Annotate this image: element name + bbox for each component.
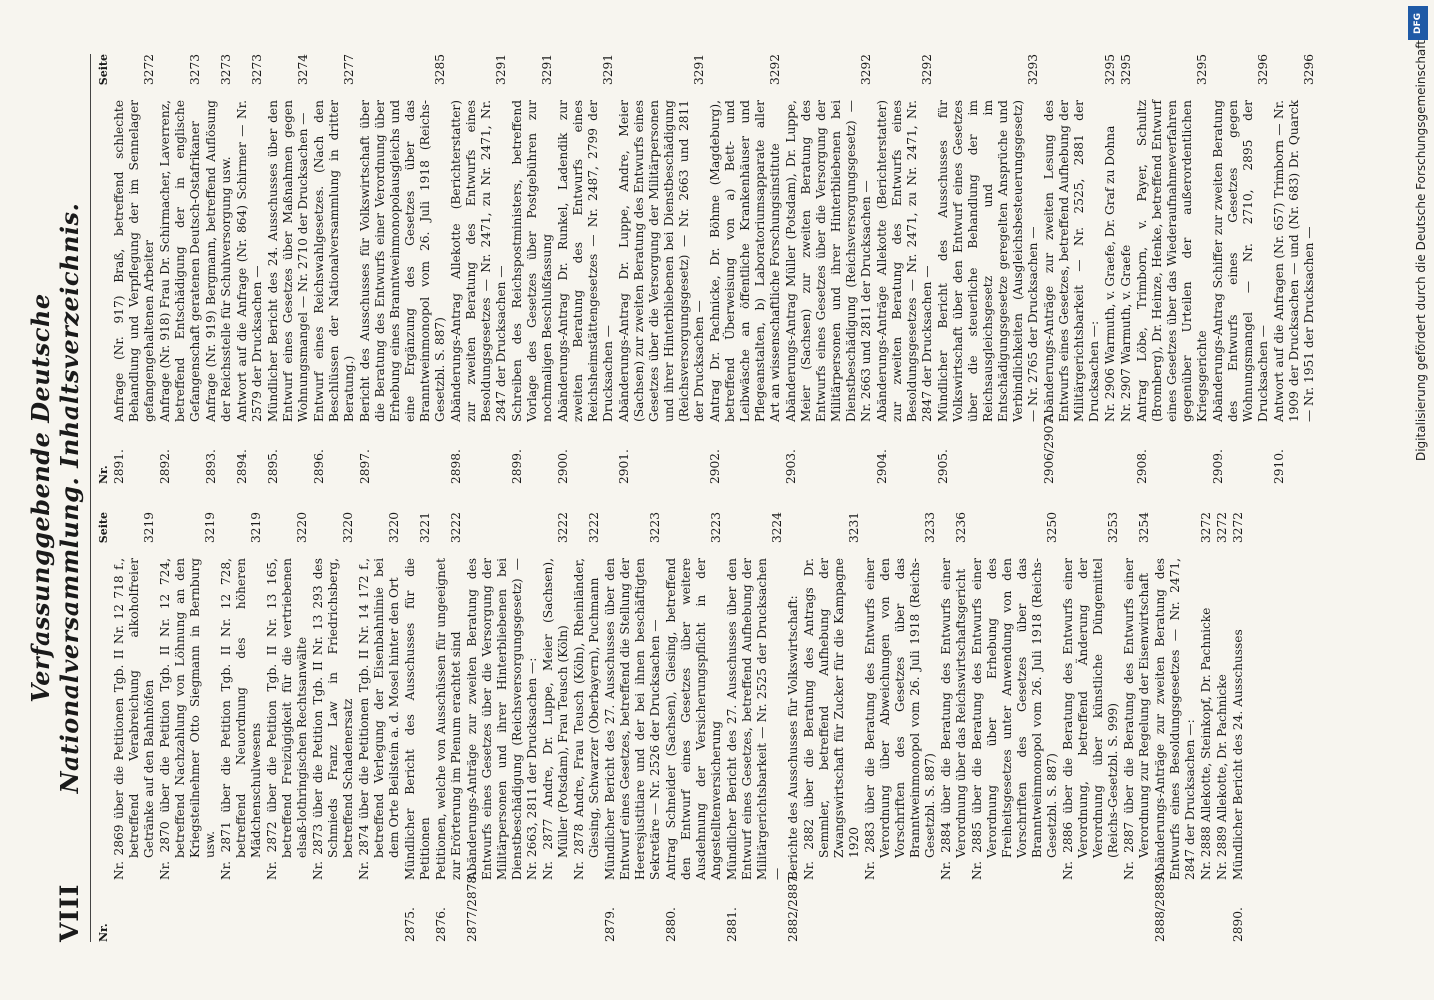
entry-page: 3273 — [188, 54, 202, 86]
entry-number: 2888/2889. — [1153, 871, 1167, 942]
entry-page: 3272 — [1215, 512, 1229, 544]
entry-text: Nr. 2907 Warmuth, v. Graefe — [1119, 244, 1133, 422]
entry-page: 3219 — [142, 512, 156, 544]
entry-text: Anfrage (Nr. 918) Frau Dr. Schirmacher, Laverrenz, betreffend Entschädigung der in englische Gefangenschaft geratenen Deutsch-Ostafrikaner — [158, 100, 202, 422]
entry-text: Petitionen, welche von Ausschüssen für ungeeignet zur Erörterung im Plenum erachtet sind — [434, 558, 463, 880]
entry-number: 2903. — [784, 449, 798, 484]
index-entry — [510, 54, 555, 484]
entry-number — [802, 880, 862, 942]
entry-number: 2879. — [603, 907, 617, 942]
entry-number: 2905. — [936, 449, 950, 484]
entry-number: 2895. — [266, 449, 280, 484]
entry-number: 2909. — [1211, 449, 1225, 484]
entry-text: Antwort auf die Anfrage (Nr. 864) Schirmer — Nr. 2579 der Drucksachen — — [235, 100, 264, 422]
index-entry — [265, 512, 310, 942]
nr-label: Nr. — [97, 923, 110, 942]
seite-label: Seite — [97, 512, 110, 544]
dfg-logo: DFG — [1408, 6, 1428, 40]
entry-text: Abänderungs-Antrag Allekotte (Berichterstatter) zur zweiten Beratung des Entwurfs eines Besoldungsgesetzes — Nr. 2471, zu Nr. 2471, Nr. 2847 der Drucksachen — — [449, 100, 508, 422]
entry-number — [357, 880, 402, 942]
entry-page: 3296 — [1302, 54, 1316, 86]
dfg-funding-label: Digitalisierung gefördert durch die Deutsche Forschungsgemeinschaft — [1414, 40, 1428, 462]
entry-text: Antwort auf die Anfragen (Nr. 657) Trimborn — Nr. 1909 der Drucksachen — und (Nr. 683) Dr. Quarck — Nr. 1951 der Drucksachen — — [1272, 100, 1316, 422]
entry-page: 3295 — [1119, 54, 1133, 86]
entry-number: 2910. — [1272, 449, 1286, 484]
entry-text: Mündlicher Bericht des Ausschusses für Volkswirtschaft über den Entwurf eines Gesetzes über die steuerliche Behandlung der im Reichsausgleichsgesetz und im Entschädigungsgesetze geregelten Ansprüche und Verbindlichkeiten (Ausgleichsbesteuerungsgesetz) — Nr. 2765 der Drucksachen — — [936, 100, 1040, 422]
entry-text: Nr. 2889 Allekotte, Dr. Pachnicke — [1215, 674, 1229, 880]
entry-number: 2901. — [617, 449, 631, 484]
index-entry — [1061, 512, 1121, 942]
entry-number: 2876. — [434, 907, 448, 942]
entry-page: 3219 — [203, 512, 217, 544]
entry-number — [1199, 880, 1214, 942]
index-entry — [1103, 54, 1118, 484]
index-entry — [1211, 54, 1271, 484]
entry-page: 3233 — [923, 512, 937, 544]
entry-page: 3273 — [219, 54, 233, 86]
entry-page: 3273 — [250, 54, 264, 86]
entry-number — [939, 880, 969, 942]
page-number: VIII — [55, 883, 84, 942]
entry-page: 3295 — [1103, 54, 1117, 86]
entry-text: Nr. 2888 Allekotte, Steinkopf, Dr. Pachnicke — [1199, 607, 1213, 880]
entry-page: 3220 — [387, 512, 401, 544]
entry-page: 3292 — [859, 54, 873, 86]
index-entry — [603, 512, 663, 942]
entry-page: 3223 — [709, 512, 723, 544]
entry-number: 2893. — [204, 449, 218, 484]
index-entry — [403, 512, 433, 942]
entry-page: 3254 — [1137, 512, 1151, 544]
entry-number — [311, 880, 356, 942]
entry-number: 2877/2878. — [465, 871, 479, 942]
nr-label: Nr. — [97, 465, 110, 484]
entry-number: 2906/2907. — [1042, 413, 1056, 484]
entry-text: Nr. 2877 Andre, Dr. Luppe, Meier (Sachsen), Müller (Potsdam), Frau Teusch (Köln) — [541, 558, 570, 880]
index-entry — [1215, 512, 1230, 942]
index-entry — [1135, 54, 1210, 484]
entry-text: Nr. 2884 über die Beratung des Entwurfs einer Verordnung über das Reichswirtschaftsgericht — [939, 558, 968, 880]
entry-page: 3274 — [296, 54, 310, 86]
entry-text: Nr. 2883 über die Beratung des Entwurfs einer Verordnung über Abweichungen von den Vorschriften des Gesetzes über das Branntweinmonopol vom 26. Juli 1918 (Reichs-Gesetzbl. S. 887) — [863, 558, 937, 880]
entry-number — [265, 880, 310, 942]
entry-page: 3295 — [1195, 54, 1209, 86]
entry-page: 3277 — [342, 54, 356, 86]
entry-page: 3296 — [1256, 54, 1270, 86]
entry-page: 3292 — [920, 54, 934, 86]
entry-text: Nr. 2882 über die Beratung des Antrags Dr. Semmler, betreffend Aufhebung der Zwangswirtschaft für Zucker für die Kampagne 1920 — [802, 558, 861, 880]
entry-page: 3293 — [1026, 54, 1040, 86]
entry-text: Berichte des Ausschusses für Volkswirtschaft: — [786, 595, 800, 880]
entry-number — [1061, 880, 1121, 942]
entry-page: 3291 — [692, 54, 706, 86]
index-entry — [725, 512, 785, 942]
seite-label: Seite — [97, 54, 110, 86]
entry-number — [1119, 422, 1134, 484]
index-entry — [358, 54, 448, 484]
index-entry — [1119, 54, 1134, 484]
entry-text: Mündlicher Bericht des 24. Ausschusses — [1231, 629, 1245, 880]
entry-text: Antrag Löbe, Trimborn, v. Payer, Schultz (Bromberg), Dr. Heinze, Henke, betreffend Entwurf eines Gesetzes über das Wiederaufnahmeverfahren gegenüber Urteilen der außerordentlichen Kriegsgerichte — [1135, 100, 1209, 422]
dfg-sidebar — [1404, 0, 1432, 1000]
index-entry — [664, 512, 724, 942]
entry-text: Abänderungs-Anträge Allekotte (Berichterstatter) zur zweiten Beratung des Entwurfs eines Besoldungsgesetzes — Nr. 2471, zu Nr. 2471, Nr. 2847 der Drucksachen — — [875, 100, 934, 422]
entry-number: 2904. — [875, 449, 889, 484]
index-entry — [617, 54, 707, 484]
entry-text: Anfrage (Nr. 917) Braß, betreffend schlechte Behandlung und Verpflegung der im Sennelager gefangengehaltenen Arbeiter — [112, 100, 156, 422]
entry-text: Entwurf eines Reichswahlgesetzes. (Nach den Beschlüssen der Nationalversammlung in dritter Beratung.) — [312, 100, 356, 422]
entry-number — [219, 880, 264, 942]
entry-page: 3272 — [1199, 512, 1213, 544]
index-entry — [1122, 512, 1152, 942]
right-column-header — [91, 54, 112, 484]
index-entry — [784, 54, 874, 484]
entry-text: Nr. 2871 über die Petition Tgb. II Nr. 12 728, betreffend Neuordnung des höheren Mädchenschulwesens — [219, 558, 263, 880]
entry-number — [970, 880, 1060, 942]
entry-text: Mündlicher Bericht des Ausschusses für die Petitionen — [403, 558, 432, 880]
index-entry — [1199, 512, 1214, 942]
entry-number — [541, 880, 571, 942]
entry-number: 2880. — [664, 907, 678, 942]
index-entry — [158, 54, 203, 484]
index-entry — [158, 512, 218, 942]
entry-text: Abänderungs-Anträge zur zweiten Beratung des Entwurfs eines Gesetzes über die Versorgung der Militärpersonen und ihrer Hinterbliebenen bei Dienstbeschädigung (Reichsversorgungsgesetz) — Nr. 2663, 2811 der Drucksachen —: — [465, 558, 539, 880]
index-entry — [1231, 512, 1246, 942]
entry-page: 3231 — [847, 512, 861, 544]
entry-number: 2892. — [158, 449, 172, 484]
entry-number: 2898. — [449, 449, 463, 484]
entry-number: 2896. — [312, 449, 326, 484]
index-entry — [204, 54, 234, 484]
entry-page: 3222 — [449, 512, 463, 544]
entry-page: 3219 — [249, 512, 263, 544]
entry-page: 3220 — [341, 512, 355, 544]
entry-text: Abänderungs-Antrag Schiffer zur zweiten Beratung des Entwurfs eines Gesetzes gegen Wohnungsmangel — Nr. 2710, 2895 der Drucksachen — — [1211, 100, 1270, 422]
index-entry — [541, 512, 571, 942]
index-entry — [112, 54, 157, 484]
index-entry — [266, 54, 311, 484]
index-entry — [875, 54, 935, 484]
entry-text: Bericht des Ausschusses für Volkswirtschaft über die Beratung des Entwurfs einer Verordnung über Erhebung eines Branntweinmonopolausgleichs und eine Ergänzung des Gesetzes über das Branntweinmonopol vom 26. Juli 1918 (Reichs-Gesetzbl. S. 887) — [358, 100, 447, 422]
entry-text: Nr. 2906 Warmuth, v. Graefe, Dr. Graf zu Dohna — [1103, 125, 1117, 422]
index-entry — [863, 512, 938, 942]
entry-number: 2875. — [403, 907, 417, 942]
entry-number — [158, 880, 218, 942]
entry-page: 3272 — [142, 54, 156, 86]
index-entry — [556, 54, 616, 484]
entry-page: 3236 — [954, 512, 968, 544]
entry-page: 3272 — [1231, 512, 1245, 544]
entry-text: Abänderungs-Antrag Dr. Runkel, Ladendik zur zweiten Beratung des Entwurfs eines Reichsheimstättengesetzes — Nr. 2487, 2799 der Drucksachen — — [556, 100, 615, 422]
index-entry — [112, 512, 157, 942]
index-entry — [449, 54, 509, 484]
entry-number — [863, 880, 938, 942]
index-entry — [357, 512, 402, 942]
index-entry — [312, 54, 357, 484]
entry-page: 3291 — [540, 54, 554, 86]
entry-page: 3222 — [556, 512, 570, 544]
left-column-header — [91, 512, 112, 942]
index-entry — [1153, 512, 1198, 942]
index-entry — [936, 54, 1041, 484]
entry-text: Nr. 2873 über die Petition Tgb. II Nr. 13 293 des Schmieds Franz Law in Friedrichsberg, betreffend Schadenersatz — [311, 558, 355, 880]
entry-page: 3292 — [768, 54, 782, 86]
entry-number: 2902. — [708, 449, 722, 484]
index-entry — [802, 512, 862, 942]
entry-page: 3220 — [295, 512, 309, 544]
two-column-index — [91, 54, 1351, 942]
entry-text: Mündlicher Bericht des 24. Ausschusses über den Entwurf eines Gesetzes über Maßnahmen gegen Wohnungsmangel — Nr. 2710 der Drucksachen — — [266, 100, 310, 422]
entry-number — [572, 880, 602, 942]
entry-text: Nr. 2887 über die Beratung des Entwurfs einer Verordnung zur Regelung der Eisenwirtschaft — [1122, 558, 1151, 880]
index-entry — [1042, 54, 1102, 484]
entry-number: 2881. — [725, 907, 739, 942]
entry-text: Nr. 2872 über die Petition Tgb. II Nr. 13 165, betreffend Freizügigkeit für die vertriebenen elsaß-lothringischen Rechtsanwälte — [265, 558, 309, 880]
index-entry — [465, 512, 540, 942]
index-entry — [572, 512, 602, 942]
entry-page: 3224 — [770, 512, 784, 544]
left-column — [91, 512, 1351, 942]
entry-number: 2908. — [1135, 449, 1149, 484]
entry-number — [1103, 422, 1118, 484]
entry-number: 2890. — [1231, 907, 1245, 942]
entry-page: 3223 — [648, 512, 662, 544]
entry-number: 2900. — [556, 449, 570, 484]
entry-number: 2899. — [510, 449, 524, 484]
entry-text: Nr. 2874 über die Petitionen Tgb. II Nr. 14 172 f., betreffend Verlegung der Eisenbahnlinie bei dem Orte Beilstein a. d. Mosel hinter den Ort — [357, 558, 401, 880]
entry-number: 2882/2887. — [786, 871, 800, 942]
entry-text: Abänderungs-Anträge zur zweiten Lesung des Entwurfs eines Gesetzes, betreffend Aufhebung der Militärgerichtsbarkeit — Nr. 2525, 2881 der Drucksachen —: — [1042, 100, 1101, 422]
right-column — [91, 54, 1351, 484]
entry-text: Abänderungs-Antrag Dr. Luppe, Andre, Meier (Sachsen) zur zweiten Beratung des Entwurfs eines Gesetzes über die Versorgung der Militärpersonen und ihrer Hinterbliebenen bei Dienstbeschädigung (Reichsversorgungsgesetz) — Nr. 2663 und 2811 der Drucksachen — — [617, 100, 706, 422]
entry-text: Abänderungs-Antrag Müller (Potsdam), Dr. Luppe, Meier (Sachsen) zur zweiten Beratung des Entwurfs eines Gesetzes über die Versorgung der Militärpersonen und ihrer Hinterbliebenen bei Dienstbeschädigung (Reichsversorgungsgesetz) — Nr. 2663 und 2811 der Drucksachen — — [784, 100, 873, 422]
entry-text: Nr. 2885 über die Beratung des Entwurfs einer Verordnung über Erhebung des Freiheitsgesetzes unter Anwendung von den Vorschriften des Gesetzes über das Branntweinmonopol vom 26. Juli 1918 (Reichs-Gesetzbl. S. 887) — [970, 558, 1059, 880]
entry-text: Nr. 2878 Andre, Frau Teusch (Köln), Rheinländer, Giesing, Schwarzer (Oberbayern), Puchmann — [572, 558, 601, 880]
index-entry — [311, 512, 356, 942]
entry-number — [112, 880, 157, 942]
entry-text: Mündlicher Bericht des 27. Ausschusses über den Entwurf eines Gesetzes, betreffend Aufhebung der Militärgerichtsbarkeit — Nr. 2525 der Drucksachen — — [725, 558, 784, 880]
index-entry — [1272, 54, 1317, 484]
entry-page: 3291 — [601, 54, 615, 86]
index-entry — [708, 54, 783, 484]
entry-number: 2897. — [358, 449, 372, 484]
index-entry — [434, 512, 464, 942]
entry-number — [1215, 880, 1230, 942]
index-entry — [939, 512, 969, 942]
page-header — [26, 54, 91, 942]
entry-text: Abänderungs-Anträge zur zweiten Beratung des Entwurfs eines Besoldungsgesetzes — Nr. 2471, 2847 der Drucksachen —: — [1153, 558, 1197, 880]
entry-text: Anfrage (Nr. 919) Bergmann, betreffend Auflösung der Reichsstelle für Schuhversorgung usw. — [204, 100, 233, 422]
entry-number: 2891. — [112, 449, 126, 484]
entry-page: 3253 — [1106, 512, 1120, 544]
entry-text: Nr. 2886 über die Beratung des Entwurfs einer Verordnung, betreffend Änderung der Verordnung über künstliche Düngemittel (Reichs-Gesetzbl. S. 999) — [1061, 558, 1120, 880]
entry-text: Antrag Schneider (Sachsen), Giesing, betreffend den Entwurf eines Gesetzes über weitere Ausdehnung der Versicherungspflicht in der Angestelltenversicherung — [664, 558, 723, 880]
page-title: Verfassunggebende Deutsche Nationalversammlung. Inhaltsverzeichnis. — [26, 202, 84, 794]
index-entry — [970, 512, 1060, 942]
index-entry — [786, 512, 801, 942]
index-entry — [235, 54, 265, 484]
entry-page: 3221 — [418, 512, 432, 544]
entry-page: 3250 — [1045, 512, 1059, 544]
index-entry — [219, 512, 264, 942]
entry-text: Nr. 2869 über die Petitionen Tgb. II Nr. 12 718 f., betreffend Verabreichung alkoholfreier Getränke auf den Bahnhöfen — [112, 558, 156, 880]
entry-page: 3285 — [433, 54, 447, 86]
entry-number — [1122, 880, 1152, 942]
entry-text: Schreiben des Reichspostministers, betreffend Vorlage des Gesetzes über Postgebühren zur nochmaligen Beschlußfassung — [510, 100, 554, 422]
entry-page: 3222 — [587, 512, 601, 544]
entry-page: 3291 — [494, 54, 508, 86]
entry-text: Mündlicher Bericht des 27. Ausschusses über den Entwurf eines Gesetzes, betreffend die Stellung der Heeresjustitiare und der bei ihnen beschäftigten Sekretäre — Nr. 2526 der Drucksachen — — [603, 558, 662, 880]
entry-number: 2894. — [235, 449, 249, 484]
entry-text: Nr. 2870 über die Petition Tgb. II Nr. 12 724, betreffend Nachzahlung von Löhnung an den Kriegsteilnehmer Otto Siegmann in Bernburg usw. — [158, 558, 217, 880]
entry-text: Antrag Dr. Pachnicke, Dr. Böhme (Magdeburg), betreffend Überweisung von a) Bett- und Leibwäsche an öffentliche Krankenhäuser und Pflegeanstalten, b) Laboratoriumsapparate aller Art an wissenschaftliche Forschungsinstitute — [708, 100, 782, 422]
